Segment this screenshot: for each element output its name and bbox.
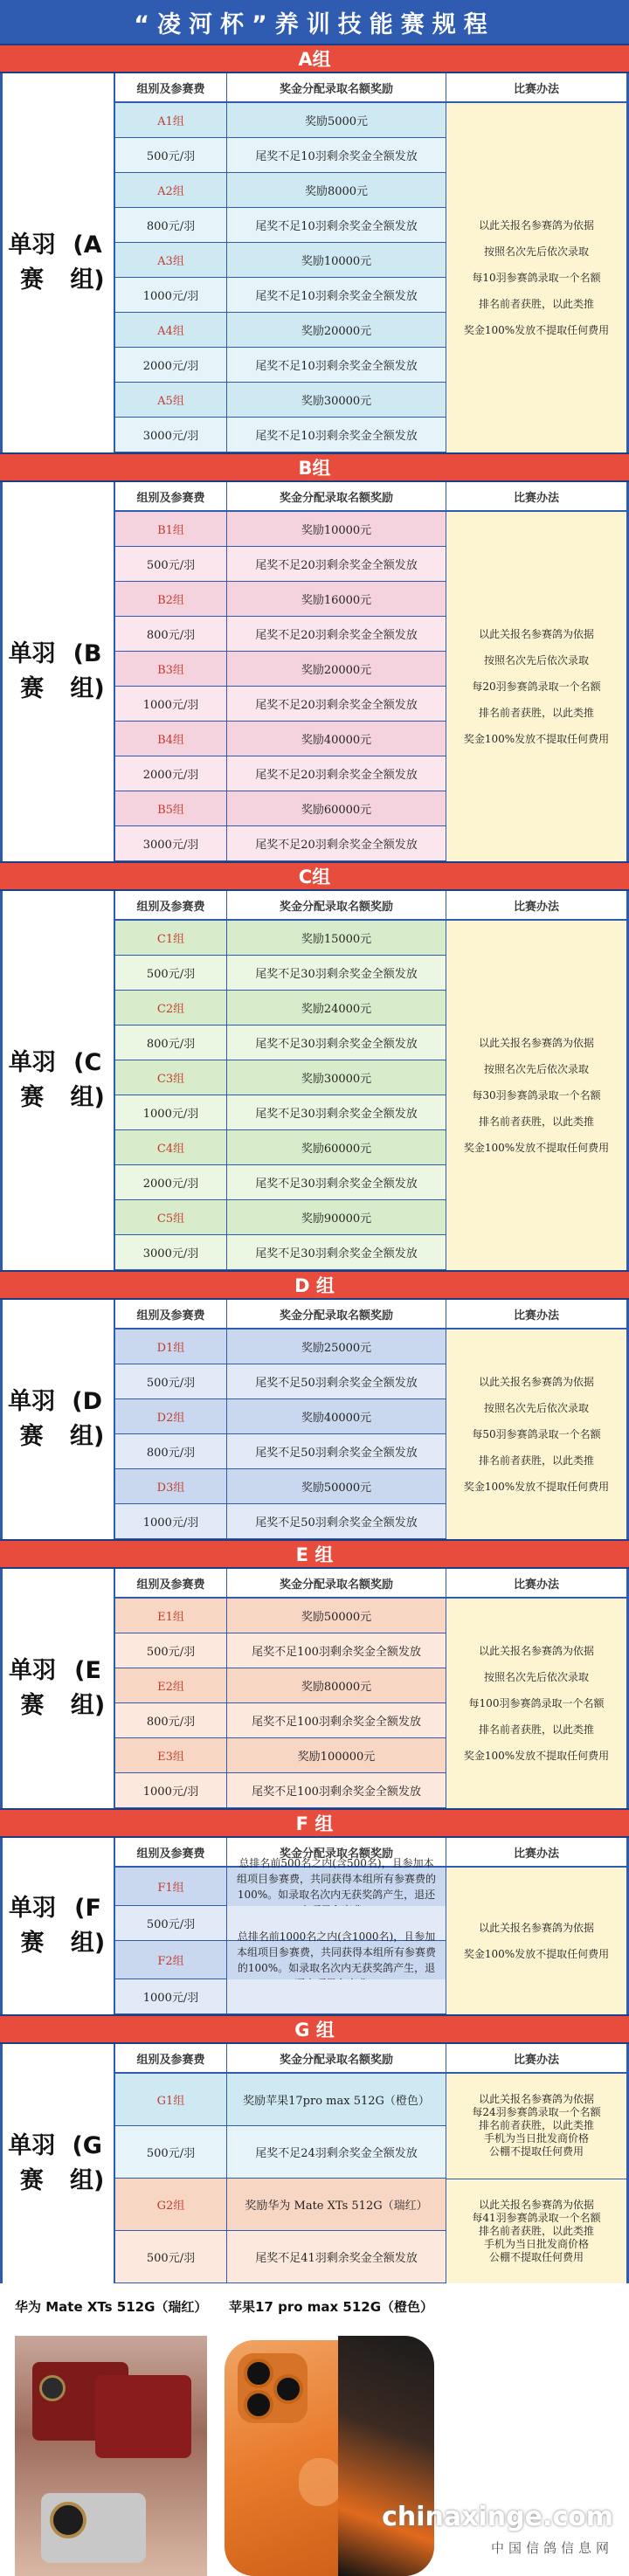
group-label-line2: (F组) [70, 1895, 106, 1957]
table-row [115, 582, 446, 617]
group-label-line2: (E组) [70, 1657, 106, 1719]
group-head: G 组 [0, 2014, 629, 2044]
prize-cell: 尾奖不足30羽剩余奖金全额发放 [227, 1095, 446, 1130]
prize-cell: 奖励50000元 [227, 1469, 446, 1504]
prize-cell: 奖励40000元 [227, 1399, 446, 1434]
fee-cell: F1组 [115, 1868, 227, 1906]
prize-cell: 奖励16000元 [227, 582, 446, 617]
watermark-url: chinaxinge.com [382, 2502, 613, 2532]
fee-cell: 2000元/羽 [115, 348, 227, 383]
table-header [115, 482, 626, 512]
rules-notes [446, 1329, 626, 1539]
prize-cell: 尾奖不足10羽剩余奖金全额发放 [227, 348, 446, 383]
group-label-line1: 单羽赛 [8, 2132, 56, 2194]
group-table [115, 482, 626, 861]
fee-cell: G1组 [115, 2074, 227, 2126]
table-row [115, 1165, 446, 1200]
prize-cell: 奖励5000元 [227, 103, 446, 138]
table-row [115, 208, 446, 243]
iphone-image [225, 2336, 434, 2576]
table-row [115, 1504, 446, 1539]
group-table [115, 1300, 626, 1539]
group-section-f [0, 1838, 629, 2014]
group-head: E 组 [0, 1539, 629, 1569]
note-line: 排名前者获胜，以此类推 [478, 1454, 594, 1467]
group-table [115, 1569, 626, 1808]
fee-cell: E2组 [115, 1668, 227, 1703]
header-col2: 奖金分配录取名额奖励 [227, 1838, 446, 1868]
group-label-line2: (A组) [70, 231, 105, 294]
note-line: 以此关报名参赛鸽为依据 [478, 628, 594, 640]
prize-cell: 奖励25000元 [227, 1329, 446, 1364]
table-row [115, 1599, 446, 1633]
group-label-line1: 单羽赛 [8, 1388, 56, 1450]
fee-cell: 1000元/羽 [115, 278, 227, 313]
prize-cell: 尾奖不足10羽剩余奖金全额发放 [227, 138, 446, 173]
phone-prizes [0, 2283, 629, 2576]
table-row [115, 1773, 446, 1808]
rows [115, 1868, 446, 2014]
prize-cell: 尾奖不足10羽剩余奖金全额发放 [227, 278, 446, 313]
note-line: 排名前者获胜，以此类推 [478, 298, 594, 310]
group-head: C组 [0, 861, 629, 891]
table-row [115, 1469, 446, 1504]
table-row [115, 826, 446, 861]
table-row [115, 722, 446, 756]
rules-table [0, 44, 629, 2283]
fee-cell: D1组 [115, 1329, 227, 1364]
page-title: “凌河杯”养训技能赛规程 [0, 0, 629, 44]
note-line: 公棚不提取任何费用 [488, 2145, 584, 2158]
prize-cell: 奖励8000元 [227, 173, 446, 208]
group-label [3, 73, 115, 452]
note-line: 按照名次先后依次录取 [483, 1402, 589, 1414]
table-row [115, 1095, 446, 1130]
notes-column [446, 2074, 626, 2283]
rules-notes [446, 1599, 626, 1808]
fee-cell: C1组 [115, 921, 227, 956]
group-label [3, 482, 115, 861]
table-row [115, 103, 446, 138]
fee-cell: 1000元/羽 [115, 1095, 227, 1130]
fee-cell: B5组 [115, 791, 227, 826]
prize-cell: 尾奖不足20羽剩余奖金全额发放 [227, 826, 446, 861]
table-row [115, 2126, 446, 2179]
prize-cell: 奖励华为 Mate XTs 512G（瑞红） [227, 2179, 446, 2231]
table-row [115, 278, 446, 313]
note-line: 手机为当日批发商价格 [483, 2132, 589, 2145]
prize-cell: 尾奖不足50羽剩余奖金全额发放 [227, 1504, 446, 1539]
fee-cell: 3000元/羽 [115, 826, 227, 861]
group-table [115, 891, 626, 1270]
rules-notes [446, 1868, 626, 2014]
fee-cell: 500元/羽 [115, 1906, 227, 1941]
header-col2: 奖金分配录取名额奖励 [227, 891, 446, 921]
table-row [115, 1668, 446, 1703]
rows [115, 103, 446, 452]
group-label-line1: 单羽赛 [8, 231, 56, 294]
table-row [115, 1200, 446, 1235]
rules-notes [446, 2179, 626, 2284]
note-line: 手机为当日批发商价格 [483, 2237, 589, 2250]
fee-cell: 2000元/羽 [115, 756, 227, 791]
fee-cell: A4组 [115, 313, 227, 348]
fee-cell: B3组 [115, 652, 227, 687]
table-row [115, 1703, 446, 1738]
group-label-line2: (G组) [70, 2132, 105, 2194]
table-row [115, 383, 446, 418]
note-line: 奖金100%发放不提取任何费用 [463, 1481, 610, 1493]
note-line: 以此关报名参赛鸽为依据 [478, 2198, 594, 2211]
fee-cell: 3000元/羽 [115, 418, 227, 452]
fee-cell: D2组 [115, 1399, 227, 1434]
group-label-line2: (D组) [69, 1388, 105, 1450]
table-row [115, 1329, 446, 1364]
fee-cell: 800元/羽 [115, 617, 227, 652]
fee-cell: B2组 [115, 582, 227, 617]
table-header [115, 1569, 626, 1599]
prize-cell: 奖励苹果17pro max 512G（橙色） [227, 2074, 446, 2126]
group-section-d [0, 1300, 629, 1539]
fee-cell: C4组 [115, 1130, 227, 1165]
prize-cell: 奖励20000元 [227, 313, 446, 348]
note-line: 奖金100%发放不提取任何费用 [463, 324, 610, 336]
note-line: 排名前者获胜，以此类推 [478, 2224, 594, 2237]
table-row [115, 687, 446, 722]
note-line: 按照名次先后依次录取 [483, 1671, 589, 1683]
group-table [115, 1838, 626, 2014]
header-col2: 奖金分配录取名额奖励 [227, 1569, 446, 1599]
fee-cell: 2000元/羽 [115, 1165, 227, 1200]
note-line: 每20羽参赛鸽录取一个名额 [472, 680, 601, 693]
fee-cell: 500元/羽 [115, 956, 227, 991]
rows-wrap [115, 2074, 626, 2283]
watermark-site-name: 中国信鸽信息网 [490, 2540, 613, 2556]
prize-cell: 奖励30000元 [227, 383, 446, 418]
rows-wrap [115, 1599, 626, 1808]
note-line: 每100羽参赛鸽录取一个名额 [468, 1697, 605, 1709]
header-col3: 比赛办法 [446, 1569, 626, 1599]
table-row [115, 617, 446, 652]
note-line: 按照名次先后依次录取 [483, 1063, 589, 1075]
fee-cell: A5组 [115, 383, 227, 418]
fee-cell: 1000元/羽 [115, 687, 227, 722]
prize-cell: 奖励50000元 [227, 1599, 446, 1633]
fee-cell: 800元/羽 [115, 1703, 227, 1738]
prize-cell: 奖励80000元 [227, 1668, 446, 1703]
rows-wrap [115, 921, 626, 1270]
prize-cell: 奖励100000元 [227, 1738, 446, 1773]
note-line: 每50羽参赛鸽录取一个名额 [472, 1428, 601, 1440]
header-col1: 组别及参赛费 [115, 2044, 227, 2074]
group-label-line1: 单羽赛 [9, 1895, 57, 1957]
note-line: 奖金100%发放不提取任何费用 [463, 1750, 610, 1762]
note-line: 以此关报名参赛鸽为依据 [478, 1922, 594, 1934]
rows [115, 2074, 446, 2283]
table-row [115, 243, 446, 278]
prize-cell: 奖励15000元 [227, 921, 446, 956]
fee-cell: G2组 [115, 2179, 227, 2231]
table-row [115, 418, 446, 452]
prize-cell: 尾奖不足20羽剩余奖金全额发放 [227, 687, 446, 722]
group-table [115, 73, 626, 452]
fee-cell: F2组 [115, 1941, 227, 1979]
group-label-line2: (B组) [70, 640, 105, 702]
header-col2: 奖金分配录取名额奖励 [227, 482, 446, 512]
note-line: 排名前者获胜，以此类推 [478, 707, 594, 719]
fee-cell: 500元/羽 [115, 547, 227, 582]
huawei-phone-image [15, 2336, 207, 2576]
header-col1: 组别及参赛费 [115, 73, 227, 103]
prize-cell: 奖励10000元 [227, 512, 446, 547]
table-row [115, 652, 446, 687]
table-row [115, 2179, 446, 2231]
table-row [115, 348, 446, 383]
group-head: B组 [0, 452, 629, 482]
rows [115, 512, 446, 861]
note-line: 奖金100%发放不提取任何费用 [463, 733, 610, 745]
prize-cell: 尾奖不足100羽剩余奖金全额发放 [227, 1773, 446, 1808]
table-header [115, 891, 626, 921]
fee-cell: 500元/羽 [115, 1633, 227, 1668]
note-line: 按照名次先后依次录取 [483, 245, 589, 258]
prize-cell: 尾奖不足30羽剩余奖金全额发放 [227, 1235, 446, 1270]
prize-cell: 尾奖不足10羽剩余奖金全额发放 [227, 418, 446, 452]
rows-wrap [115, 103, 626, 452]
rules-notes [446, 103, 626, 452]
rows-wrap [115, 1329, 626, 1539]
rows-wrap [115, 512, 626, 861]
prize-cell: 奖励60000元 [227, 1130, 446, 1165]
table-row [115, 547, 446, 582]
group-label-line1: 单羽赛 [8, 640, 56, 702]
group-table [115, 2044, 626, 2283]
prize-cell: 尾奖不足50羽剩余奖金全额发放 [227, 1434, 446, 1469]
table-row [115, 138, 446, 173]
table-header [115, 73, 626, 103]
group-label-line1: 单羽赛 [9, 1657, 57, 1719]
prize-cell: 奖励90000元 [227, 1200, 446, 1235]
table-row [115, 791, 446, 826]
fee-cell: 1000元/羽 [115, 1979, 227, 2014]
prize-cell: 尾奖不足30羽剩余奖金全额发放 [227, 1165, 446, 1200]
prize-cell: 尾奖不足41羽剩余奖金全额发放 [227, 2231, 446, 2283]
table-row [115, 921, 446, 956]
rows [115, 1599, 446, 1808]
fee-cell: C3组 [115, 1060, 227, 1095]
table-row [115, 313, 446, 348]
iphone-caption: 苹果17 pro max 512G（橙色） [229, 2299, 434, 2315]
prize-cell: 尾奖不足50羽剩余奖金全额发放 [227, 1364, 446, 1399]
note-line: 每30羽参赛鸽录取一个名额 [472, 1089, 601, 1102]
group-label [3, 1838, 115, 2014]
note-line: 公棚不提取任何费用 [488, 2250, 584, 2263]
fee-cell: E3组 [115, 1738, 227, 1773]
header-col3: 比赛办法 [446, 1300, 626, 1329]
fee-cell: C2组 [115, 991, 227, 1026]
fee-cell: 1000元/羽 [115, 1504, 227, 1539]
group-label [3, 1569, 115, 1808]
header-col1: 组别及参赛费 [115, 1300, 227, 1329]
rows-wrap [115, 1868, 626, 2014]
prize-cell: 组项目参赛费，共同获得本组所有参赛费的100%。如录取名次内无获奖鸽产生，退还 [227, 1868, 446, 1906]
table-row [115, 512, 446, 547]
table-row [115, 173, 446, 208]
note-line: 每10羽参赛鸽录取一个名额 [472, 272, 601, 284]
prize-cell: 尾奖不足30羽剩余奖金全额发放 [227, 1026, 446, 1060]
group-label [3, 891, 115, 1270]
fee-cell: A1组 [115, 103, 227, 138]
fee-cell: 800元/羽 [115, 1026, 227, 1060]
note-line: 排名前者获胜，以此类推 [478, 2119, 594, 2132]
table-row [115, 1364, 446, 1399]
rows [115, 921, 446, 1270]
table-row [115, 1434, 446, 1469]
header-col2: 奖金分配录取名额奖励 [227, 2044, 446, 2074]
fee-cell: C5组 [115, 1200, 227, 1235]
fee-cell: 500元/羽 [115, 2126, 227, 2179]
note-line: 以此关报名参赛鸽为依据 [478, 1645, 594, 1657]
header-col1: 组别及参赛费 [115, 1569, 227, 1599]
group-section-b [0, 482, 629, 861]
fee-cell: 800元/羽 [115, 208, 227, 243]
table-row [115, 1979, 446, 2014]
fee-cell: 3000元/羽 [115, 1235, 227, 1270]
prize-cell: 奖励10000元 [227, 243, 446, 278]
fee-cell: 1000元/羽 [115, 1773, 227, 1808]
group-head: F 组 [0, 1808, 629, 1838]
table-row [115, 2074, 446, 2126]
fee-cell: D3组 [115, 1469, 227, 1504]
rules-notes [446, 512, 626, 861]
note-line: 以此关报名参赛鸽为依据 [478, 1376, 594, 1388]
prize-cell: 奖励30000元 [227, 1060, 446, 1095]
header-col3: 比赛办法 [446, 2044, 626, 2074]
table-row [115, 1026, 446, 1060]
header-col3: 比赛办法 [446, 482, 626, 512]
rules-notes [446, 921, 626, 1270]
group-label [3, 1300, 115, 1539]
header-col3: 比赛办法 [446, 891, 626, 921]
fee-cell: 500元/羽 [115, 1364, 227, 1399]
prize-cell: 奖励40000元 [227, 722, 446, 756]
rows [115, 1329, 446, 1539]
table-row [115, 1868, 446, 1906]
note-line: 每24羽参赛鸽录取一个名额 [472, 2106, 601, 2119]
group-section-g [0, 2044, 629, 2283]
group-section-e [0, 1569, 629, 1808]
group-label-line2: (C组) [70, 1049, 105, 1111]
prize-cell: 奖励24000元 [227, 991, 446, 1026]
prize-cell: 尾奖不足20羽剩余奖金全额发放 [227, 756, 446, 791]
rules-notes [446, 2074, 626, 2179]
fee-cell: 500元/羽 [115, 138, 227, 173]
group-head: D 组 [0, 1270, 629, 1300]
header-col1: 组别及参赛费 [115, 891, 227, 921]
header-col1: 组别及参赛费 [115, 1838, 227, 1868]
fee-cell: E1组 [115, 1599, 227, 1633]
fee-cell: 500元/羽 [115, 2231, 227, 2283]
table-row [115, 1633, 446, 1668]
table-row [115, 1738, 446, 1773]
header-col1: 组别及参赛费 [115, 482, 227, 512]
group-section-c [0, 891, 629, 1270]
note-line: 以此关报名参赛鸽为依据 [478, 2093, 594, 2106]
prize-cell: 尾奖不足30羽剩余奖金全额发放 [227, 956, 446, 991]
table-header [115, 2044, 626, 2074]
fee-cell: 800元/羽 [115, 1434, 227, 1469]
prize-cell: 尾奖不足20羽剩余奖金全额发放 [227, 547, 446, 582]
table-row [115, 1060, 446, 1095]
note-line: 排名前者获胜，以此类推 [478, 1723, 594, 1736]
note-line: 以此关报名参赛鸽为依据 [478, 1037, 594, 1049]
prize-cell: 尾奖不足10羽剩余奖金全额发放 [227, 208, 446, 243]
header-col3: 比赛办法 [446, 1838, 626, 1868]
prize-cell: 奖励20000元 [227, 652, 446, 687]
header-col2: 奖金分配录取名额奖励 [227, 1300, 446, 1329]
group-head: A组 [0, 44, 629, 73]
note-line: 以此关报名参赛鸽为依据 [478, 219, 594, 231]
huawei-caption: 华为 Mate XTs 512G（瑞红） [15, 2299, 208, 2315]
table-row [115, 1941, 446, 1979]
table-row [115, 1130, 446, 1165]
table-row [115, 1235, 446, 1270]
prize-cell: 奖励60000元 [227, 791, 446, 826]
table-row [115, 756, 446, 791]
fee-cell: B1组 [115, 512, 227, 547]
prize-cell: 尾奖不足100羽剩余奖金全额发放 [227, 1703, 446, 1738]
prize-cell: 尾奖不足20羽剩余奖金全额发放 [227, 617, 446, 652]
header-col2: 奖金分配录取名额奖励 [227, 73, 446, 103]
table-row [115, 991, 446, 1026]
table-row [115, 956, 446, 991]
fee-cell: A3组 [115, 243, 227, 278]
group-section-a [0, 73, 629, 452]
note-line: 奖金100%发放不提取任何费用 [463, 1142, 610, 1154]
fee-cell: A2组 [115, 173, 227, 208]
group-label-line1: 单羽赛 [8, 1049, 56, 1111]
table-header [115, 1300, 626, 1329]
note-line: 排名前者获胜，以此类推 [478, 1115, 594, 1128]
prize-cell: 本组项目参赛费，共同获得本组所有参赛费的100%。如录取名次内无获奖鸽产生，退 [227, 1941, 446, 1979]
fee-cell: B4组 [115, 722, 227, 756]
note-line: 奖金100%发放不提取任何费用 [463, 1948, 610, 1960]
table-row [115, 1399, 446, 1434]
table-row [115, 2231, 446, 2283]
prize-cell: 尾奖不足24羽剩余奖金全额发放 [227, 2126, 446, 2179]
prize-cell: 尾奖不足100羽剩余奖金全额发放 [227, 1633, 446, 1668]
group-label [3, 2044, 115, 2283]
note-line: 每41羽参赛鸽录取一个名额 [472, 2211, 601, 2224]
header-col3: 比赛办法 [446, 73, 626, 103]
note-line: 按照名次先后依次录取 [483, 654, 589, 666]
prize-cell [227, 1979, 446, 2014]
